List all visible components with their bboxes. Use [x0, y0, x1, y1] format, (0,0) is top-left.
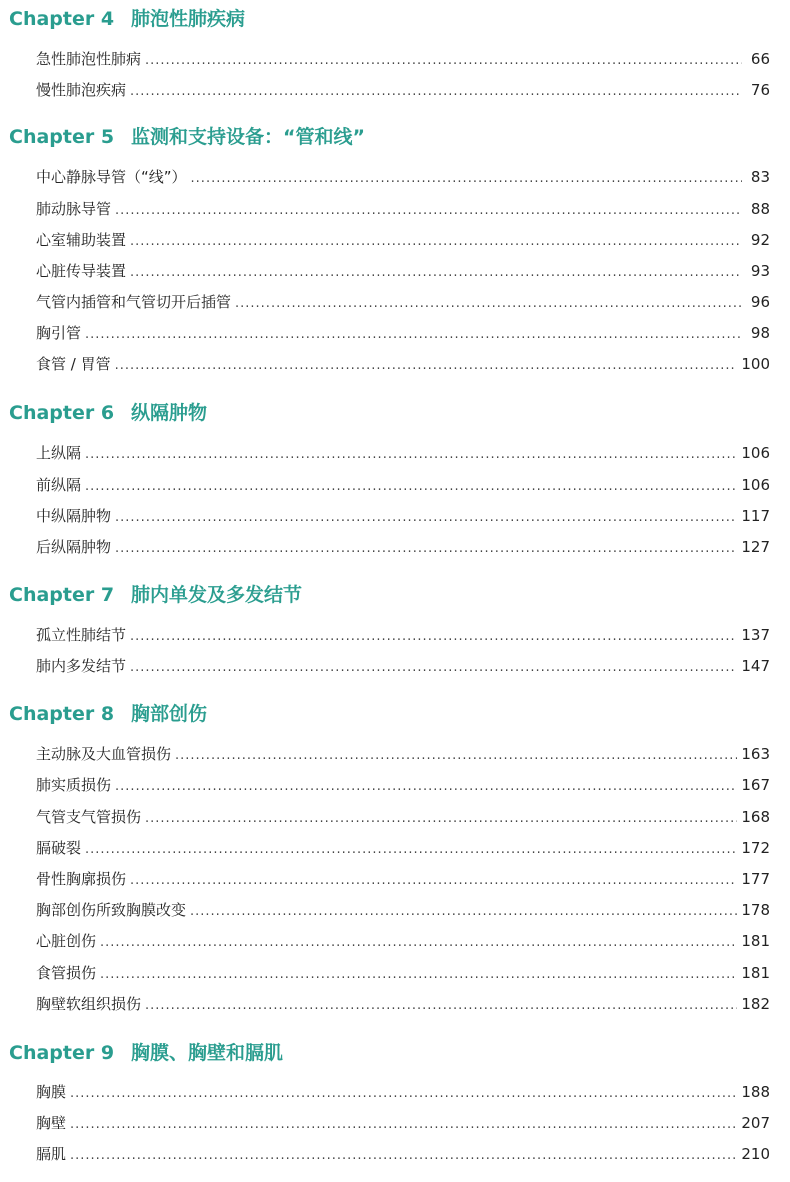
- page-number: 66: [750, 50, 770, 68]
- entry-title: 食管 / 胃管: [36, 355, 111, 373]
- entry-title: 肺实质损伤: [36, 776, 112, 794]
- chapter-title: 肺泡性肺疾病: [131, 8, 246, 30]
- entry-title: 心室辅助装置: [36, 231, 127, 249]
- page-number: 172: [741, 839, 770, 857]
- toc-entry[interactable]: [36, 441, 770, 465]
- toc-entry[interactable]: [36, 961, 770, 985]
- entry-title: 心脏创伤: [36, 932, 97, 950]
- chapter-title: 纵隔肿物: [131, 402, 208, 424]
- toc-entry[interactable]: [36, 165, 770, 189]
- page-number: 93: [750, 262, 770, 280]
- entry-title: 气管支气管损伤: [36, 808, 142, 826]
- dot-leader: [70, 1082, 737, 1106]
- entry-title: 胸壁软组织损伤: [36, 995, 142, 1013]
- toc-entry[interactable]: [36, 929, 770, 953]
- chapter-heading: [9, 4, 780, 34]
- toc-entry[interactable]: [36, 504, 770, 528]
- dot-leader: [130, 869, 737, 893]
- entry-title: 胸壁: [36, 1114, 67, 1132]
- entry-title: 膈肌: [36, 1145, 67, 1163]
- toc-entry[interactable]: [36, 259, 770, 283]
- toc-entry[interactable]: [36, 78, 770, 102]
- chapter-number: Chapter 7: [9, 584, 115, 606]
- dot-leader: [130, 261, 742, 285]
- chapter-number: Chapter 9: [9, 1042, 115, 1064]
- toc-entry[interactable]: [36, 1142, 770, 1166]
- page-number: 137: [741, 626, 770, 644]
- entry-title: 慢性肺泡疾病: [36, 81, 127, 99]
- page-number: 106: [741, 476, 770, 494]
- dot-leader: [235, 292, 742, 316]
- entry-title: 急性肺泡性肺病: [36, 50, 142, 68]
- entry-title: 肺动脉导管: [36, 200, 112, 218]
- chapter-title: 胸部创伤: [131, 703, 208, 725]
- dot-leader: [130, 625, 737, 649]
- toc-entry[interactable]: [36, 535, 770, 559]
- dot-leader: [100, 963, 737, 987]
- dot-leader: [115, 354, 738, 378]
- entry-title: 心脏传导装置: [36, 262, 127, 280]
- toc-entry[interactable]: [36, 352, 770, 376]
- entry-title: 气管内插管和气管切开后插管: [36, 293, 232, 311]
- toc-entry[interactable]: [36, 473, 770, 497]
- dot-leader: [145, 994, 737, 1018]
- entry-title: 胸部创伤所致胸膜改变: [36, 901, 187, 919]
- entry-title: 主动脉及大血管损伤: [36, 745, 172, 763]
- chapter-heading: [9, 398, 780, 428]
- dot-leader: [115, 199, 742, 223]
- entry-title: 中纵隔肿物: [36, 507, 112, 525]
- dot-leader: [85, 475, 737, 499]
- toc-entry[interactable]: [36, 898, 770, 922]
- chapter-heading: [9, 1038, 780, 1068]
- toc-entry[interactable]: [36, 1111, 770, 1135]
- toc-entry[interactable]: [36, 321, 770, 345]
- dot-leader: [85, 323, 742, 347]
- page-number: 98: [750, 324, 770, 342]
- dot-leader: [115, 775, 737, 799]
- page-number: 127: [741, 538, 770, 556]
- page-number: 100: [741, 355, 770, 373]
- entry-title: 肺内多发结节: [36, 657, 127, 675]
- toc-entry[interactable]: [36, 290, 770, 314]
- chapter-number: Chapter 4: [9, 8, 115, 30]
- dot-leader: [130, 230, 742, 254]
- entry-title: 前纵隔: [36, 476, 82, 494]
- chapter-heading: [9, 580, 780, 610]
- entry-title: 后纵隔肿物: [36, 538, 112, 556]
- dot-leader: [115, 537, 737, 561]
- dot-leader: [130, 80, 742, 104]
- chapter-title: 监测和支持设备：“管和线”: [131, 126, 365, 148]
- entry-title: 中心静脉导管（“线”）: [36, 168, 187, 186]
- page-number: 182: [741, 995, 770, 1013]
- dot-leader: [70, 1144, 737, 1168]
- dot-leader: [145, 49, 742, 73]
- page-number: 117: [741, 507, 770, 525]
- dot-leader: [100, 931, 737, 955]
- page-number: 88: [750, 200, 770, 218]
- toc-entry[interactable]: [36, 992, 770, 1016]
- chapter-number: Chapter 6: [9, 402, 115, 424]
- page-number: 177: [741, 870, 770, 888]
- page-number: 167: [741, 776, 770, 794]
- chapter-title: 肺内单发及多发结节: [131, 584, 303, 606]
- toc-entry[interactable]: [36, 228, 770, 252]
- chapter-number: Chapter 5: [9, 126, 115, 148]
- toc-entry[interactable]: [36, 654, 770, 678]
- page-number: 210: [741, 1145, 770, 1163]
- toc-entry[interactable]: [36, 867, 770, 891]
- dot-leader: [70, 1113, 737, 1137]
- page-number: 147: [741, 657, 770, 675]
- page-number: 106: [741, 444, 770, 462]
- dot-leader: [130, 656, 737, 680]
- toc-entry[interactable]: [36, 47, 770, 71]
- chapter-title: 胸膜、胸壁和膈肌: [131, 1042, 284, 1064]
- dot-leader: [190, 900, 737, 924]
- dot-leader: [85, 443, 737, 467]
- page-number: 163: [741, 745, 770, 763]
- dot-leader: [85, 838, 737, 862]
- chapter-number: Chapter 8: [9, 703, 115, 725]
- dot-leader: [175, 744, 737, 768]
- toc-entry[interactable]: [36, 197, 770, 221]
- entry-title: 胸引管: [36, 324, 82, 342]
- entry-title: 食管损伤: [36, 964, 97, 982]
- dot-leader: [191, 167, 742, 191]
- toc-entry[interactable]: [36, 805, 770, 829]
- page-number: 207: [741, 1114, 770, 1132]
- entry-title: 膈破裂: [36, 839, 82, 857]
- page-number: 76: [750, 81, 770, 99]
- page-number: 181: [741, 932, 770, 950]
- toc-entry[interactable]: [36, 1080, 770, 1104]
- page-number: 96: [750, 293, 770, 311]
- chapter-heading: [9, 122, 780, 152]
- dot-leader: [145, 807, 737, 831]
- page-number: 83: [750, 168, 770, 186]
- page-number: 181: [741, 964, 770, 982]
- entry-title: 胸膜: [36, 1083, 67, 1101]
- page-number: 178: [741, 901, 770, 919]
- dot-leader: [115, 506, 737, 530]
- toc-entry[interactable]: [36, 623, 770, 647]
- page-number: 92: [750, 231, 770, 249]
- toc-entry[interactable]: [36, 742, 770, 766]
- chapter-heading: [9, 699, 780, 729]
- toc-entry[interactable]: [36, 836, 770, 860]
- page-number: 188: [741, 1083, 770, 1101]
- entry-title: 上纵隔: [36, 444, 82, 462]
- page-number: 168: [741, 808, 770, 826]
- entry-title: 孤立性肺结节: [36, 626, 127, 644]
- toc-entry[interactable]: [36, 773, 770, 797]
- entry-title: 骨性胸廓损伤: [36, 870, 127, 888]
